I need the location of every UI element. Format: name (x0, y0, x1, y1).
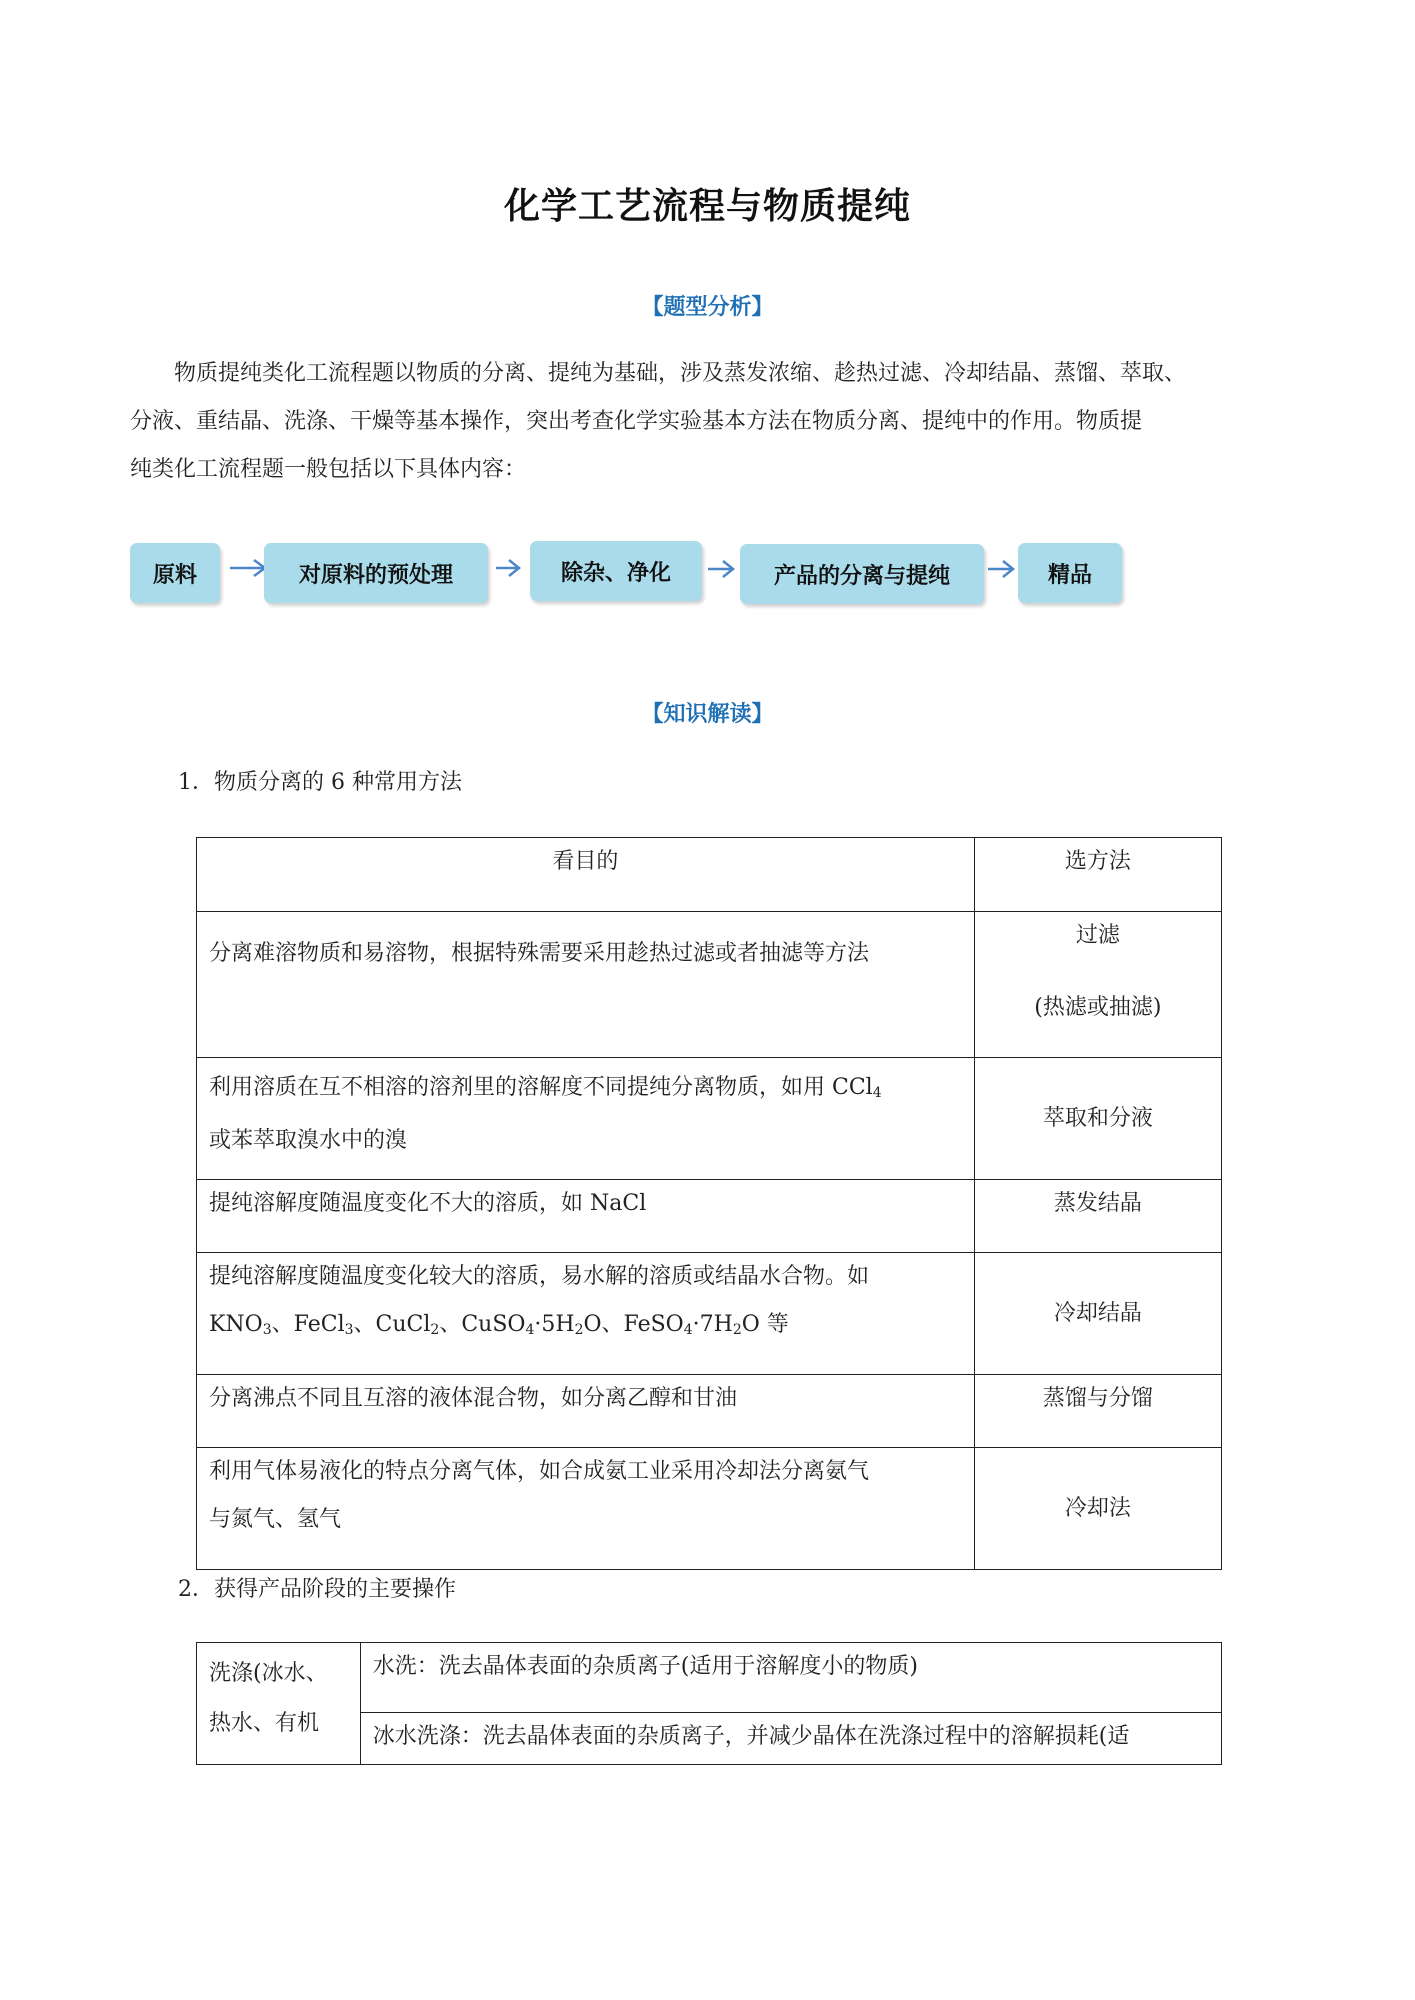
table-row (197, 1375, 1222, 1448)
intro-line: 物质提纯类化工流程题以物质的分离、提纯为基础，涉及蒸发浓缩、趁热过滤、冷却结晶、蒸馏、萃取、 (174, 361, 1187, 386)
subscript: 3 (344, 1322, 354, 1338)
formula-part: O、FeSO (583, 1312, 684, 1337)
row-purpose-text: 利用气体易液化的特点分离气体，如合成氨工业采用冷却法分离氨气 (209, 1459, 870, 1484)
subscript: 4 (525, 1322, 535, 1338)
flow-step-purification: 除杂、净化 (530, 541, 702, 601)
row-purpose-text: 与氮气、氢气 (209, 1507, 342, 1532)
intro-paragraph (130, 350, 1295, 494)
washing-icewater-cell (360, 1713, 1221, 1765)
separation-methods-table (196, 837, 1222, 1570)
row-method: 蒸馏与分馏 (974, 1375, 1221, 1448)
washing-category-text: 洗涤(冰水、 (209, 1661, 328, 1686)
flow-step-raw-material: 原料 (130, 543, 220, 603)
row-purpose-text: 提纯溶解度随温度变化较大的溶质，易水解的溶质或结晶水合物。如 (209, 1264, 870, 1289)
subscript: 4 (683, 1322, 693, 1338)
washing-water-text: 水洗：洗去晶体表面的杂质离子(适用于溶解度小的物质) (372, 1654, 918, 1679)
row-purpose (197, 1253, 975, 1375)
intro-line: 分液、重结晶、洗涤、干燥等基本操作，突出考查化学实验基本方法在物质分离、提纯中的作用。物质提 (130, 409, 1143, 434)
row-purpose-text-part: 利用溶质在互不相溶的溶剂里的溶解度不同提纯分离物质，如用 CCl (209, 1075, 873, 1100)
formula-part: 、CuCl (353, 1312, 431, 1337)
arrow-right-icon (494, 556, 524, 580)
row-purpose-formula (209, 1301, 962, 1354)
row-purpose (197, 912, 975, 1058)
washing-water-cell (360, 1643, 1221, 1713)
row-method-text: 过滤 (1075, 923, 1120, 948)
table-row (197, 1643, 1222, 1713)
subscript: 2 (732, 1322, 742, 1338)
table-header-method: 选方法 (974, 838, 1221, 912)
flow-step-pretreatment: 对原料的预处理 (264, 543, 488, 603)
product-operations-table (196, 1642, 1222, 1765)
row-purpose-text: 或苯萃取溴水中的溴 (209, 1128, 408, 1153)
formula-part: ·5H (534, 1312, 575, 1337)
formula-part: ·7H (692, 1312, 733, 1337)
row-purpose (197, 1448, 975, 1570)
section-heading-knowledge: 【知识解读】 (641, 702, 774, 727)
table-header-purpose: 看目的 (197, 838, 975, 912)
row-method: 冷却法 (974, 1448, 1221, 1570)
row-method: 冷却结晶 (974, 1253, 1221, 1375)
washing-category-text: 热水、有机 (209, 1711, 320, 1736)
formula-part: O 等 (741, 1312, 789, 1337)
section-heading-analysis: 【题型分析】 (641, 295, 774, 320)
item-heading-2: 2．获得产品阶段的主要操作 (178, 1577, 456, 1602)
table-row (197, 1448, 1222, 1570)
item-heading-1: 1．物质分离的 6 种常用方法 (178, 770, 462, 795)
table-row (197, 1058, 1222, 1180)
table-row (197, 1180, 1222, 1253)
table-header-row (197, 838, 1222, 912)
subscript: 2 (574, 1322, 584, 1338)
formula-part: 、CuSO (439, 1312, 526, 1337)
subscript: 2 (430, 1322, 440, 1338)
table-row (197, 1253, 1222, 1375)
formula-part: 、FeCl (271, 1312, 345, 1337)
page-title: 化学工艺流程与物质提纯 (503, 186, 911, 227)
row-purpose (197, 1058, 975, 1180)
washing-icewater-text: 冰水洗涤：洗去晶体表面的杂质离子，并减少晶体在洗涤过程中的溶解损耗(适 (372, 1724, 1130, 1749)
row-purpose-text: 分离难溶物质和易溶物，根据特殊需要采用趁热过滤或者抽滤等方法 (209, 941, 870, 966)
arrow-right-icon (986, 557, 1018, 581)
intro-line: 纯类化工流程题一般包括以下具体内容： (130, 457, 527, 482)
row-method: 蒸发结晶 (974, 1180, 1221, 1253)
arrow-right-icon (706, 557, 738, 581)
washing-category-cell (197, 1643, 361, 1765)
row-purpose: 分离沸点不同且互溶的液体混合物，如分离乙醇和甘油 (197, 1375, 975, 1448)
subscript: 3 (262, 1322, 272, 1338)
flow-step-separation: 产品的分离与提纯 (740, 544, 984, 604)
row-purpose-text (209, 1064, 962, 1117)
table-row (197, 912, 1222, 1058)
subscript: 4 (872, 1085, 882, 1101)
row-method: 萃取和分液 (974, 1058, 1221, 1180)
row-purpose: 提纯溶解度随温度变化不大的溶质，如 NaCl (197, 1180, 975, 1253)
row-method (974, 912, 1221, 1058)
flow-step-final-product: 精品 (1018, 543, 1122, 603)
formula-part: KNO (209, 1312, 263, 1337)
row-method-note: (热滤或抽滤) (1034, 995, 1162, 1020)
